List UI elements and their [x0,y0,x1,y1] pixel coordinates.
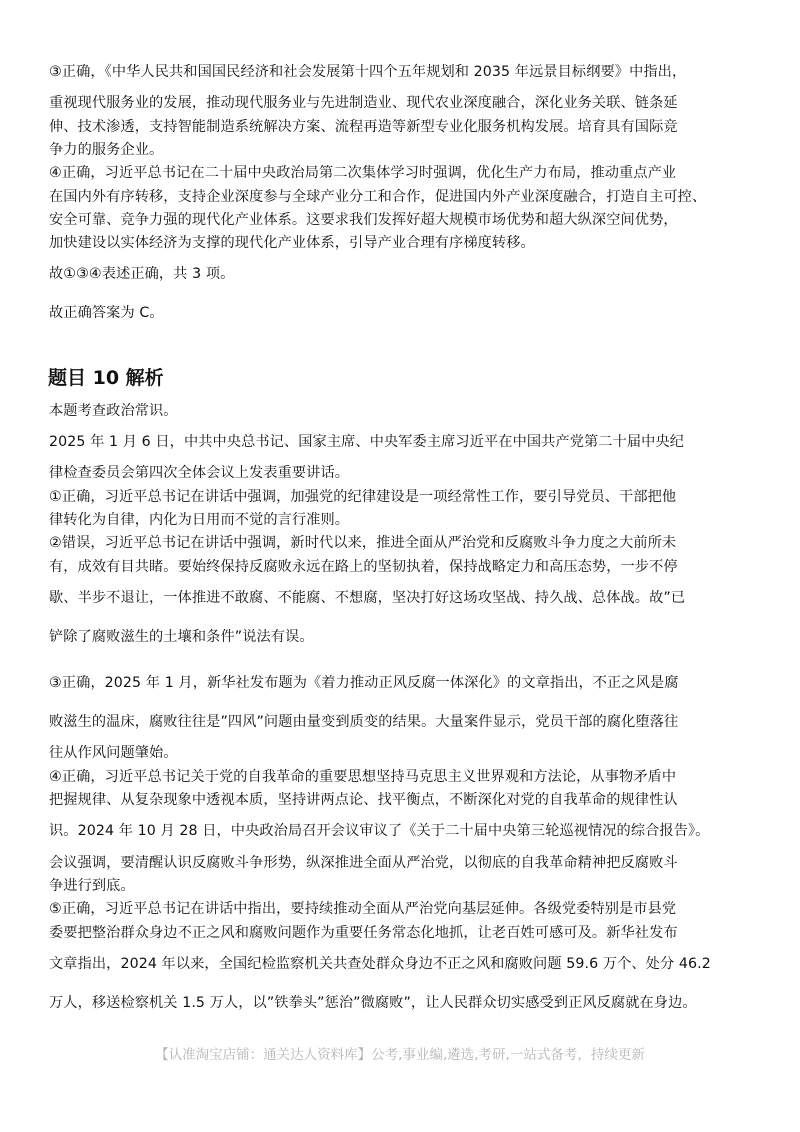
summary-line: 故①③④表述正确，共 3 项。 [49,266,235,282]
paragraph-line: 争力的服务企业。 [49,142,164,158]
section-heading: 题目 10 解析 [48,367,164,389]
paragraph-line: 铲除了腐败滋生的土壤和条件”说法有误。 [49,629,314,645]
paragraph-line: 会议强调，要清醒认识反腐败斗争形势，纵深推进全面从严治党，以彻底的自我革命精神把反腐败斗 [49,855,678,871]
paragraph-line: 委要把整治群众身边不正之风和腐败问题作为重要任务常态化地抓，让老百姓可感可及。新华社发布 [49,925,678,941]
paragraph-line: 安全可靠、竞争力强的现代化产业体系。这要求我们发挥好超大规模市场优势和超大纵深空间优势， [49,212,678,228]
paragraph-line: ②错误，习近平总书记在讲话中强调，新时代以来，推进全面从严治党和反腐败斗争力度之大前所未 [49,535,677,551]
paragraph-line: 把握规律、从复杂现象中透视本质，坚持讲两点论、找平衡点，不断深化对党的自我革命的规律性认 [49,792,678,808]
paragraph-line: 败滋生的温床，腐败往往是”四风”问题由量变到质变的结果。大量案件显示，党员干部的腐化堕落往 [49,714,679,730]
footer-notice: 【认准淘宝店铺：通关达人资料库】公考,事业编,遴选,考研,一站式备考，持续更新 [155,1047,645,1063]
paragraph-line: 争进行到底。 [49,878,135,894]
paragraph-line: 重视现代服务业的发展，推动现代服务业与先进制造业、现代农业深度融合，深化业务关联、链条延 [49,95,678,111]
paragraph-line: 加快建设以实体经济为支撑的现代化产业体系，引导产业合理有序梯度转移。 [49,235,535,251]
paragraph-line: ④正确，习近平总书记在二十届中央政治局第二次集体学习时强调，优化生产力布局，推动重点产业 [49,165,677,181]
paragraph-line: 律检查委员会第四次全体会议上发表重要讲话。 [49,465,350,481]
paragraph-line: ③正确，2025 年 1 月，新华社发布题为《着力推动正风反腐一体深化》的文章指出，不正之风是腐 [49,675,679,691]
answer-line: 故正确答案为 C。 [49,305,164,321]
paragraph-line: ①正确，习近平总书记在讲话中强调，加强党的纪律建设是一项经常性工作，要引导党员、干部把他 [49,489,677,505]
paragraph-line: 文章指出，2024 年以来，全国纪检监察机关共查处群众身边不正之风和腐败问题 59.6 万个、处分 46.2 [49,956,711,972]
paragraph-line: 有，成效有目共睹。要始终保持反腐败永远在路上的坚韧执着，保持战略定力和高压态势，一步不停 [49,559,678,575]
paragraph-line: 律转化为自律，内化为日用而不觉的言行准则。 [49,512,350,528]
paragraph-line: 万人，移送检察机关 1.5 万人，以”铁拳头”惩治”微腐败”，让人民群众切实感受到正风反腐就在身边。 [49,995,697,1011]
paragraph-line: 伸、技术渗透，支持智能制造系统解决方案、流程再造等新型专业化服务机构发展。培育具有国际竞 [49,119,678,135]
paragraph-line: ⑤正确，习近平总书记在讲话中指出，要持续推动全面从严治党向基层延伸。各级党委特别是市县党 [49,901,677,917]
intro-line: 本题考查政治常识。 [49,403,178,419]
paragraph-line: 往从作风问题肇始。 [49,745,178,761]
paragraph-line: ③正确，《中华人民共和国国民经济和社会发展第十四个五年规划和 2035 年远景目标纲要》中指出， [49,64,687,80]
paragraph-line: 识。2024 年 10 月 28 日，中央政治局召开会议审议了《关于二十届中央第三轮巡视情况的综合报告》。 [49,823,710,839]
paragraph-line: ④正确，习近平总书记关于党的自我革命的重要思想坚持马克思主义世界观和方法论，从事物矛盾中 [49,769,677,785]
paragraph-line: 在国内外有序转移，支持企业深度参与全球产业分工和合作，促进国内外产业深度融合，打造自主可控、 [49,189,707,205]
paragraph-line: 歇、半步不退让，一体推进不敢腐、不能腐、不想腐，坚决打好这场攻坚战、持久战、总体战。故”已 [49,590,686,606]
paragraph-line: 2025 年 1 月 6 日，中共中央总书记、国家主席、中央军委主席习近平在中国共产党第二十届中央纪 [49,434,685,450]
